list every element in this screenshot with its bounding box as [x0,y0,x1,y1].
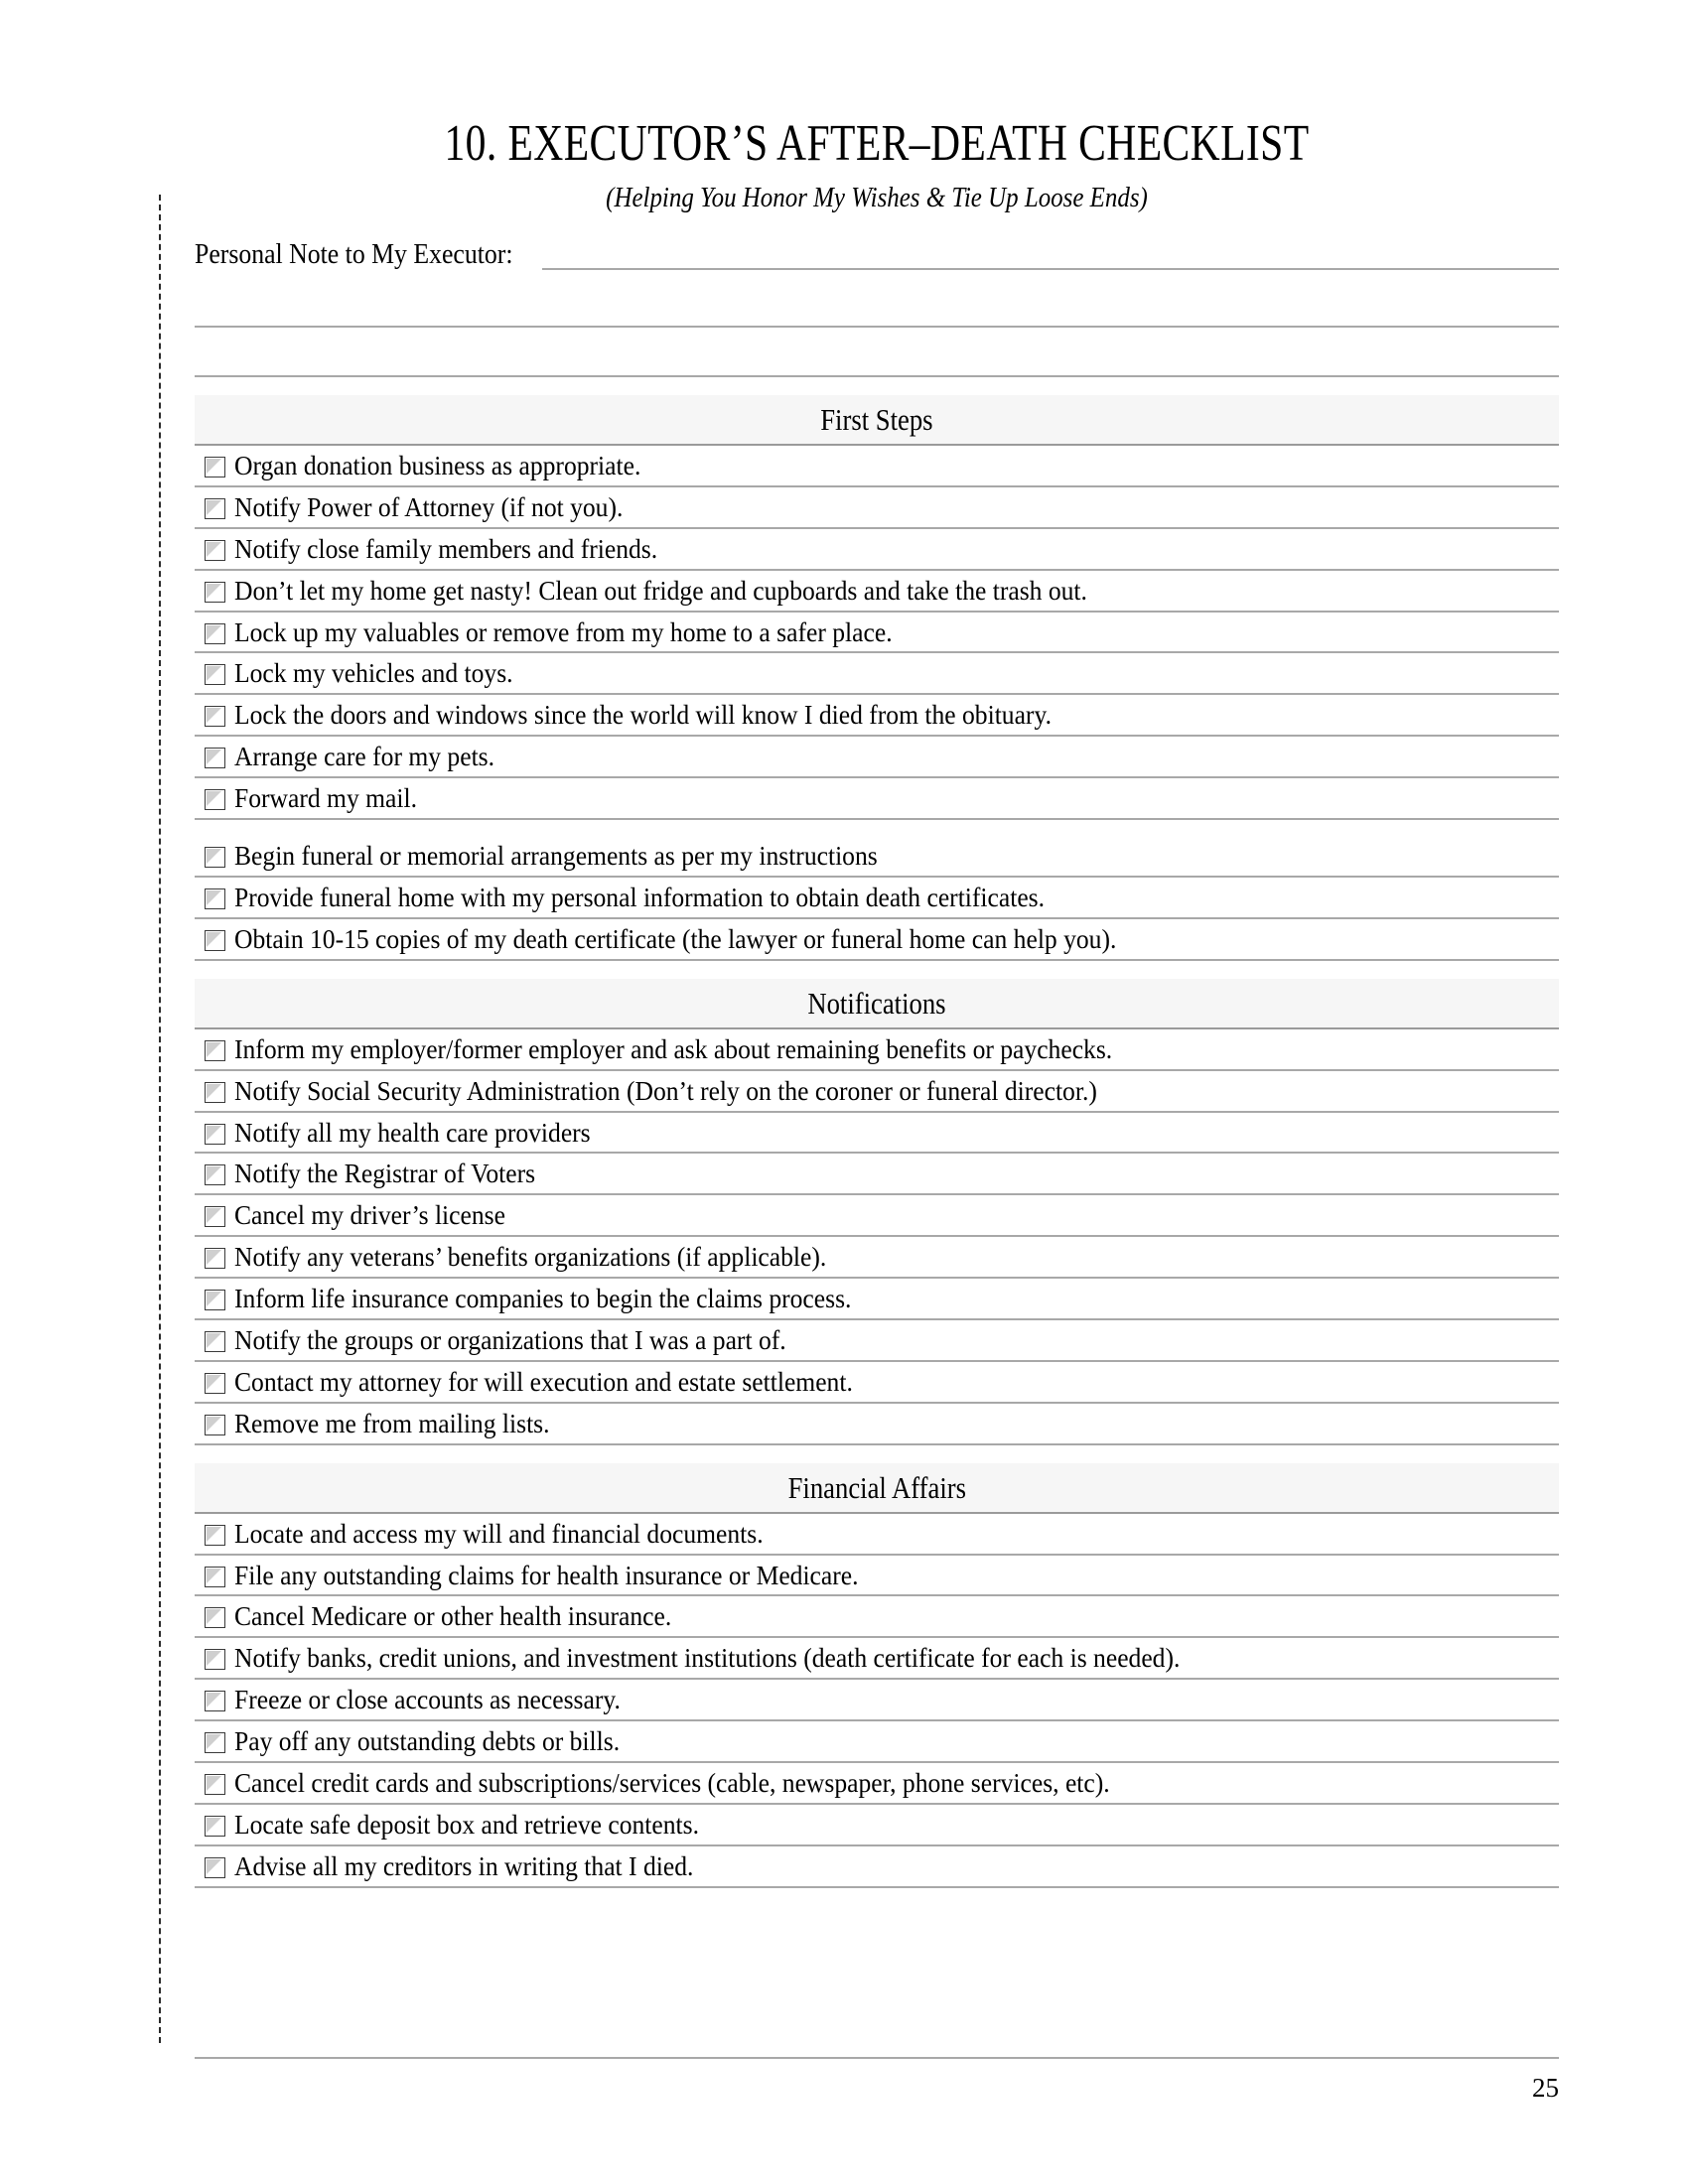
checklist-item-label: Notify all my health care providers [234,1116,591,1148]
footer-rule [195,2057,1559,2059]
checkbox-icon[interactable] [205,888,225,909]
checklist-item-label: Cancel Medicare or other health insurance. [234,1600,672,1632]
checkbox-icon[interactable] [205,1816,225,1837]
checkbox-icon[interactable] [205,1607,225,1628]
checklist-item[interactable] [195,446,1559,487]
checklist-item-label: Arrange care for my pets. [234,741,495,772]
checklist-item[interactable] [195,1113,1559,1155]
checklist-item-label: Forward my mail. [234,782,417,814]
checklist-item-label: Organ donation business as appropriate. [234,450,641,481]
checklist-item[interactable] [195,1279,1559,1320]
checklist-item[interactable] [195,1320,1559,1362]
checklist-item-label: Remove me from mailing lists. [234,1407,550,1438]
section-heading-text: Financial Affairs [787,1469,966,1505]
checkbox-icon[interactable] [205,1040,225,1061]
checklist-item[interactable] [195,653,1559,695]
checklist-item-label: Cancel my driver’s license [234,1199,505,1231]
personal-note-row [195,236,1559,274]
checkbox-icon[interactable] [205,930,225,951]
checkbox-icon[interactable] [205,1206,225,1227]
checklist-item[interactable] [195,695,1559,737]
checklist-item-label: Notify banks, credit unions, and investment institutions (death certificate for each is needed). [234,1642,1181,1674]
checkbox-icon[interactable] [205,582,225,603]
checklist-item[interactable] [195,1763,1559,1805]
checkbox-icon[interactable] [205,664,225,685]
checklist-item[interactable] [195,1071,1559,1113]
checklist-item-label: Pay off any outstanding debts or bills. [234,1725,621,1757]
checklist-item[interactable] [195,1154,1559,1195]
checklist-item-label: Obtain 10-15 copies of my death certificate (the lawyer or funeral home can help you). [234,922,1117,954]
checklist-item-label: Lock up my valuables or remove from my home to a safer place. [234,615,893,647]
checklist-item-label: Don’t let my home get nasty! Clean out fridge and cupboards and take the trash out. [234,574,1087,606]
checkbox-icon[interactable] [205,1567,225,1587]
section-heading-text: Notifications [807,985,946,1021]
checkbox-icon[interactable] [205,457,225,478]
checklist-item-label: Inform life insurance companies to begin the claims process. [234,1283,852,1314]
checkbox-icon[interactable] [205,540,225,561]
checklist-item[interactable] [195,1556,1559,1597]
page-title: 10. EXECUTOR’S AFTER–DEATH CHECKLIST [444,115,1310,172]
checkbox-icon[interactable] [205,1732,225,1753]
checklist-item-label: Begin funeral or memorial arrangements as per my instructions [234,840,878,872]
checklist-item[interactable] [195,1362,1559,1404]
checklist-item-label: Lock my vehicles and toys. [234,657,513,689]
checklist-item-label: Advise all my creditors in writing that I died. [234,1849,694,1881]
checklist-item[interactable] [195,836,1559,878]
checklist-item-label: Notify the groups or organizations that I was a part of. [234,1323,786,1355]
checkbox-icon[interactable] [205,706,225,727]
checklist-item[interactable] [195,571,1559,613]
personal-note-input-line-2[interactable] [195,274,1559,328]
section-header [195,395,1559,446]
checklist-item[interactable] [195,1846,1559,1888]
checklist-item[interactable] [195,487,1559,529]
checklist-item-label: Locate and access my will and financial documents. [234,1517,764,1549]
personal-note-label: Personal Note to My Executor: [195,239,513,271]
page-number: 25 [1532,2073,1559,2103]
checklist-item-label: File any outstanding claims for health insurance or Medicare. [234,1559,859,1590]
checklist-item-label: Notify Power of Attorney (if not you). [234,490,624,522]
checklist-item-label: Notify Social Security Administration (Don’t rely on the coroner or funeral director.) [234,1074,1097,1106]
checkbox-icon[interactable] [205,623,225,644]
checklist-item[interactable] [195,1805,1559,1846]
checklist-item[interactable] [195,778,1559,820]
checklist-item-label: Contact my attorney for will execution and estate settlement. [234,1365,853,1397]
checklist-item[interactable] [195,737,1559,778]
section-header [195,979,1559,1029]
checkbox-icon[interactable] [205,498,225,519]
checklist-item-label: Notify close family members and friends. [234,532,658,564]
checkbox-icon[interactable] [205,1857,225,1878]
checklist-item[interactable] [195,1596,1559,1638]
checkbox-icon[interactable] [205,1415,225,1435]
checkbox-icon[interactable] [205,1331,225,1352]
checklist-item[interactable] [195,613,1559,654]
checkbox-icon[interactable] [205,1290,225,1310]
checklist-item[interactable] [195,919,1559,961]
checklist-item[interactable] [195,878,1559,919]
checklist-item[interactable] [195,1029,1559,1071]
checklist-item[interactable] [195,1721,1559,1763]
checklist-sections [195,395,1559,1888]
checklist-item[interactable] [195,1680,1559,1721]
checklist-item-label: Lock the doors and windows since the world will know I died from the obituary. [234,699,1052,731]
checklist-item-label: Provide funeral home with my personal information to obtain death certificates. [234,881,1046,912]
personal-note-input-line-3[interactable] [195,328,1559,377]
checkbox-icon[interactable] [205,1774,225,1795]
checklist-item-label: Notify the Registrar of Voters [234,1158,536,1189]
checkbox-icon[interactable] [205,1373,225,1394]
checklist-item[interactable] [195,1404,1559,1445]
personal-note-input-line-1[interactable] [542,268,1559,270]
checkbox-icon[interactable] [205,789,225,810]
personal-note-block [195,236,1559,377]
checkbox-icon[interactable] [205,1124,225,1145]
checklist-item-label: Freeze or close accounts as necessary. [234,1684,621,1715]
checkbox-icon[interactable] [205,847,225,868]
page-subtitle: (Helping You Honor My Wishes & Tie Up Loose Ends) [606,182,1148,214]
checkbox-icon[interactable] [205,1691,225,1711]
checklist-item[interactable] [195,529,1559,571]
checklist-item[interactable] [195,1195,1559,1237]
checklist-item-label: Locate safe deposit box and retrieve contents. [234,1808,699,1840]
checklist-item-label: Inform my employer/former employer and ask about remaining benefits or paychecks. [234,1032,1113,1064]
checklist-item[interactable] [195,1638,1559,1680]
checkbox-icon[interactable] [205,1525,225,1546]
checklist-item[interactable] [195,1514,1559,1556]
left-margin-dashed-rule [159,195,161,2043]
checkbox-icon[interactable] [205,1649,225,1670]
section-heading-text: First Steps [820,402,933,438]
checkbox-icon[interactable] [205,1082,225,1103]
checkbox-icon[interactable] [205,748,225,768]
checkbox-icon[interactable] [205,1248,225,1269]
checkbox-icon[interactable] [205,1164,225,1185]
section-header [195,1463,1559,1514]
checklist-item-label: Notify any veterans’ benefits organizations (if applicable). [234,1241,827,1273]
checklist-item-label: Cancel credit cards and subscriptions/services (cable, newspaper, phone services, etc). [234,1766,1110,1798]
checklist-item[interactable] [195,1237,1559,1279]
page-content [195,0,1559,1888]
